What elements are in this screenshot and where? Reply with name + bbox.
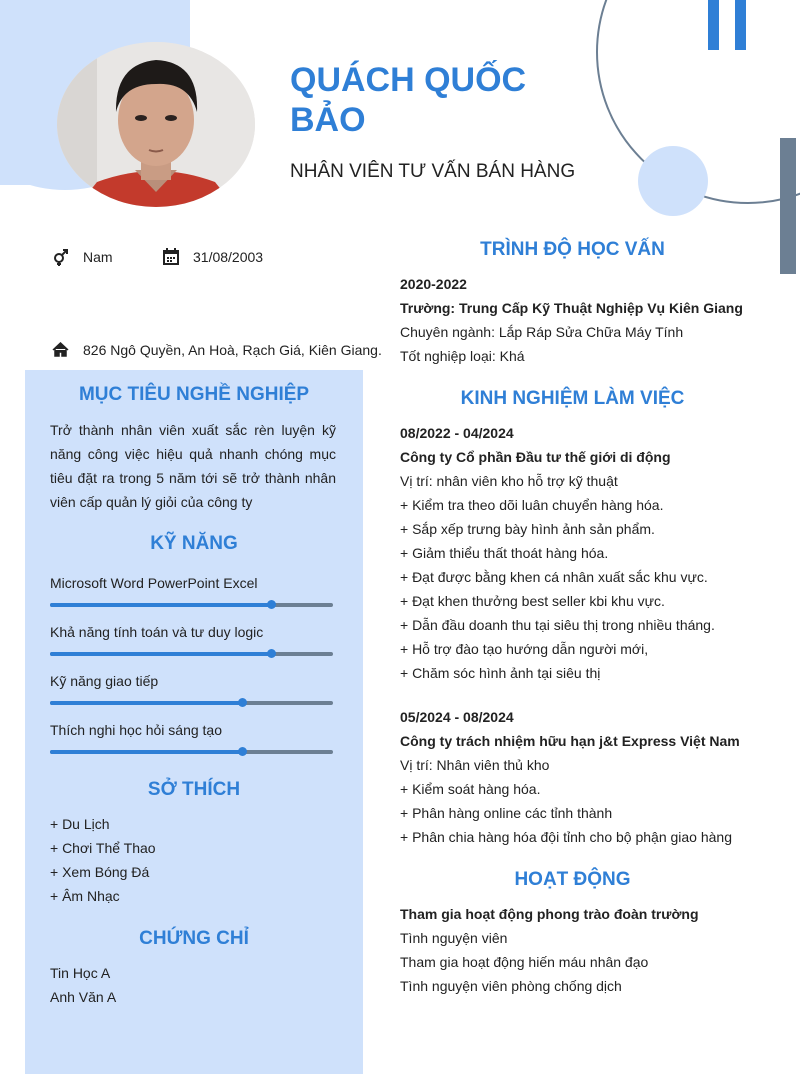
skill-bar-fill — [50, 603, 271, 607]
skill-label: Thích nghi học hỏi sáng tạo — [50, 722, 223, 738]
job-period: 05/2024 - 08/2024 — [400, 709, 514, 725]
education-title: TRÌNH ĐỘ HỌC VẤN — [480, 239, 665, 260]
education-school: Trường: Trung Cấp Kỹ Thuật Nghiệp Vụ Kiên Giang — [400, 300, 743, 316]
skill-bar-fill — [50, 652, 271, 656]
calendar-icon — [163, 248, 179, 265]
gender-icon — [52, 249, 70, 267]
activity-item: Tình nguyện viên — [400, 930, 508, 946]
address-value: 826 Ngô Quyền, An Hoà, Rạch Giá, Kiên Giang. — [83, 342, 382, 358]
education-period: 2020-2022 — [400, 276, 467, 292]
job-line: Vị trí: Nhân viên thủ kho — [400, 757, 550, 773]
skill-bar-fill — [50, 701, 242, 705]
decor-dot — [638, 146, 708, 216]
skill-label: Khả năng tính toán và tư duy logic — [50, 624, 264, 640]
job-period: 08/2022 - 04/2024 — [400, 425, 514, 441]
job-line: + Giảm thiểu thất thoát hàng hóa. — [400, 545, 609, 561]
activity-heading: Tham gia hoạt động phong trào đoàn trường — [400, 906, 699, 922]
hobby-item: + Âm Nhạc — [50, 888, 120, 904]
hobby-item: + Chơi Thể Thao — [50, 840, 156, 856]
decor-bar-2 — [735, 0, 746, 50]
job-line: + Kiểm soát hàng hóa. — [400, 781, 541, 797]
skill-bar-knob — [267, 649, 276, 658]
objective-text: Trở thành nhân viên xuất sắc rèn luyện kỹ năng công việc hiệu quả nhanh chóng mục tiêu đặt ra trong 5 năm tới sẽ trở thành nhân viên cấp quản lý giỏi của công ty — [50, 422, 336, 510]
objective-title: MỤC TIÊU NGHỀ NGHIỆP — [78, 384, 310, 405]
job-company: Công ty Cổ phần Đầu tư thế giới di động — [400, 449, 671, 465]
job-line: + Chăm sóc hình ảnh tại siêu thị — [400, 665, 601, 681]
skill-bar — [50, 652, 333, 656]
candidate-role: NHÂN VIÊN TƯ VẤN BÁN HÀNG — [290, 161, 576, 182]
job-line: Vị trí: nhân viên kho hỗ trợ kỹ thuật — [400, 473, 618, 489]
decor-bar-1 — [708, 0, 719, 50]
certificate-item: Anh Văn A — [50, 989, 117, 1005]
job-line: + Sắp xếp trưng bày hình ảnh sản phẩm. — [400, 521, 655, 537]
home-icon — [52, 342, 69, 357]
skill-label: Microsoft Word PowerPoint Excel — [50, 575, 258, 591]
activities-title: HOẠT ĐỘNG — [514, 869, 631, 890]
skill-bar — [50, 603, 333, 607]
skill-bar-fill — [50, 750, 242, 754]
job-line: + Đạt khen thưởng best seller kbi khu vực. — [400, 593, 665, 609]
education-major: Chuyên ngành: Lắp Ráp Sửa Chữa Máy Tính — [400, 324, 684, 340]
certificate-item: Tin Học A — [50, 965, 111, 981]
job-company: Công ty trách nhiệm hữu hạn j&t Express Việt Nam — [400, 733, 740, 749]
experience-title: KINH NGHIỆM LÀM VIỆC — [460, 388, 685, 409]
skill-bar-knob — [267, 600, 276, 609]
skills-title: KỸ NĂNG — [150, 533, 238, 554]
job-line: + Phân chia hàng hóa đội tỉnh cho bộ phận giao hàng — [400, 829, 733, 845]
job-line: + Hỗ trợ đào tạo hướng dẫn người mới, — [400, 641, 649, 657]
skill-bar — [50, 701, 333, 705]
gender-value: Nam — [83, 249, 113, 265]
activity-item: Tình nguyện viên phòng chống dịch — [400, 978, 622, 994]
decor-side-bar — [780, 138, 796, 274]
candidate-name: QUÁCH QUỐC BẢO — [290, 61, 527, 139]
job-line: + Phân hàng online các tỉnh thành — [400, 805, 613, 821]
profile-photo — [57, 42, 255, 207]
job-line: + Kiểm tra theo dõi luân chuyển hàng hóa. — [400, 497, 664, 513]
skill-bar — [50, 750, 333, 754]
certificates-title: CHỨNG CHỈ — [139, 928, 249, 949]
hobbies-title: SỞ THÍCH — [147, 779, 241, 800]
education-grade: Tốt nghiệp loại: Khá — [400, 348, 525, 364]
activity-item: Tham gia hoạt động hiến máu nhân đạo — [400, 954, 649, 970]
job-line: + Dẫn đầu doanh thu tại siêu thị trong nhiều tháng. — [400, 617, 715, 633]
birthdate-value: 31/08/2003 — [193, 249, 264, 265]
job-line: + Đạt được bằng khen cá nhân xuất sắc khu vực. — [400, 569, 708, 585]
skill-label: Kỹ năng giao tiếp — [50, 673, 159, 689]
hobby-item: + Du Lịch — [50, 816, 110, 832]
hobby-item: + Xem Bóng Đá — [50, 864, 150, 880]
